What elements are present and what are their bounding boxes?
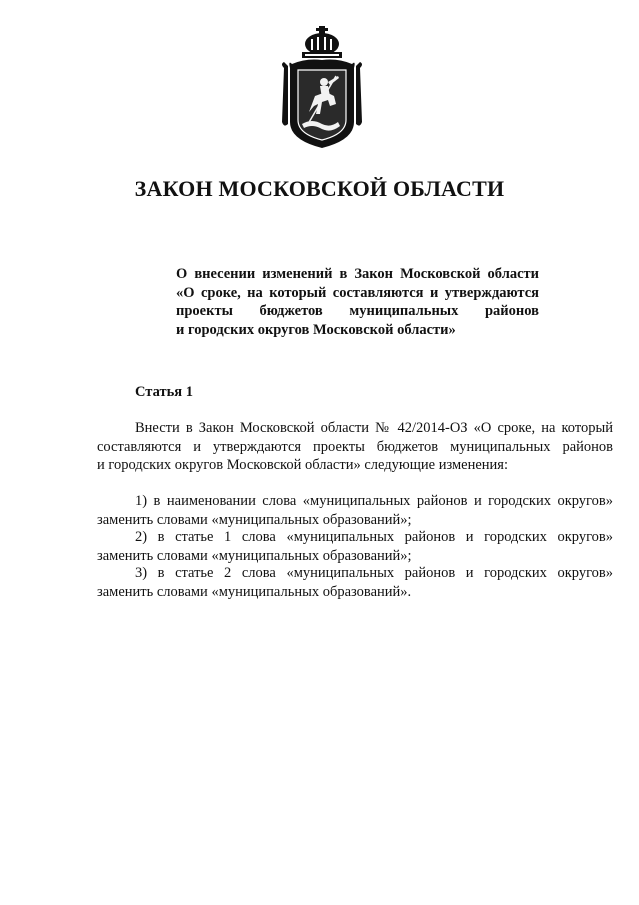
paragraph-line: и городских округов Московской области» следующие изменения: [97, 457, 508, 473]
paragraph-line: заменить словами «муниципальных образований». [97, 583, 412, 600]
article-heading: Статья 1 [135, 384, 193, 400]
subject-line: и городских округов Московской области» [176, 321, 456, 338]
amendment-item-3 [97, 564, 613, 601]
amendment-item-1 [97, 492, 613, 529]
paragraph-line: составляются и утверждаются проекты бюджетов муниципальных районов [97, 438, 613, 455]
paragraph-line: 3) в статье 2 слова «муниципальных районов и городских округов» [135, 565, 613, 581]
subject-line: проекты бюджетов муниципальных районов [176, 303, 539, 319]
paragraph-line: Внести в Закон Московской области № 42/2014-ОЗ «О сроке, на который [135, 420, 613, 436]
paragraph-line: 1) в наименовании слова «муниципальных районов и городских округов» [135, 493, 613, 509]
coat-of-arms-icon [278, 24, 366, 152]
paragraph-line: заменить словами «муниципальных образований»; [97, 511, 412, 528]
paragraph-line: 2) в статье 1 слова «муниципальных районов и городских округов» [135, 529, 613, 545]
paragraph-line: заменить словами «муниципальных образований»; [97, 547, 412, 564]
article-intro-paragraph [97, 419, 613, 475]
law-subject [176, 265, 539, 339]
amendment-item-2 [97, 528, 613, 565]
law-title: ЗАКОН МОСКОВСКОЙ ОБЛАСТИ [134, 176, 505, 201]
subject-line: О внесении изменений в Закон Московской области [176, 266, 539, 282]
subject-line: «О сроке, на который составляются и утверждаются [176, 284, 539, 301]
